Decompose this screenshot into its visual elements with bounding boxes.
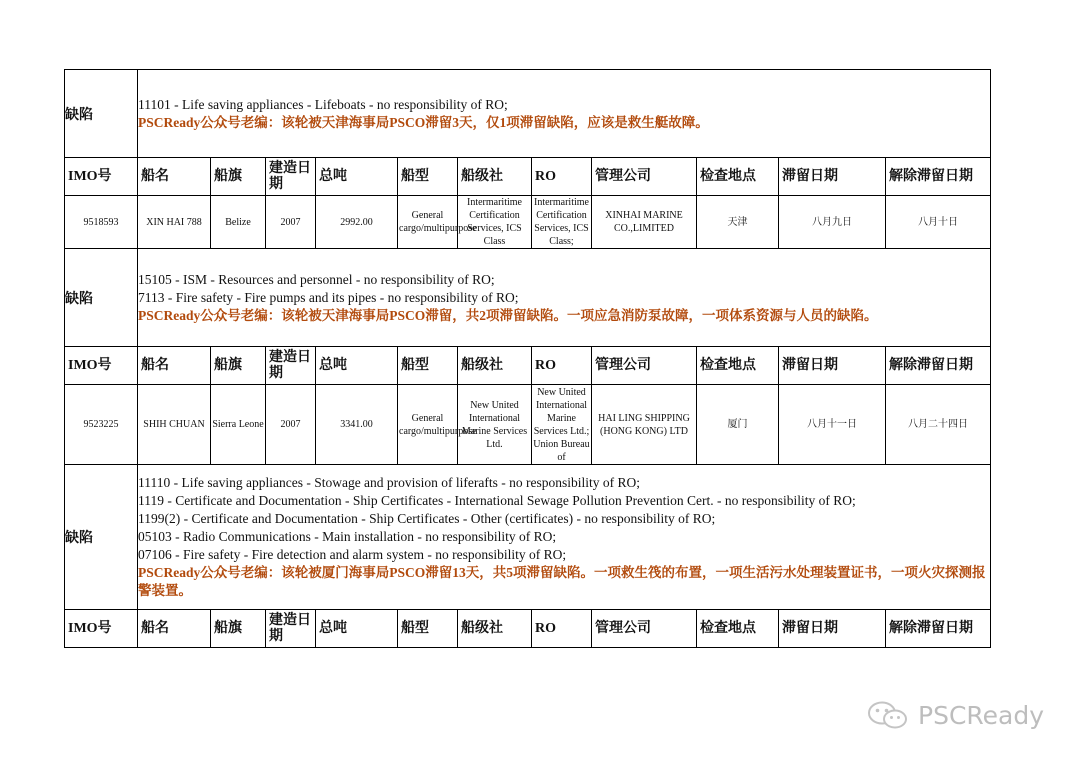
defect-row [65, 70, 991, 158]
header-gt: 总吨 [316, 158, 398, 196]
place-cell: 天津 [697, 196, 779, 249]
header-row [65, 158, 991, 196]
header-flag: 船旗 [211, 610, 266, 648]
header-released: 解除滞留日期 [886, 158, 991, 196]
header-row [65, 610, 991, 648]
header-detained: 滞留日期 [779, 610, 886, 648]
detention-table [64, 69, 991, 648]
ship-row [65, 196, 991, 249]
header-flag: 船旗 [211, 347, 266, 385]
header-company: 管理公司 [592, 347, 697, 385]
company-cell: XINHAI MARINE CO.,LIMITED [592, 196, 697, 249]
defect-item: 7113 - Fire safety - Fire pumps and its pipes - no responsibility of RO; [138, 289, 519, 305]
header-gt: 总吨 [316, 610, 398, 648]
header-ship-name: 船名 [138, 158, 211, 196]
header-released: 解除滞留日期 [886, 347, 991, 385]
header-ship-name: 船名 [138, 610, 211, 648]
defect-label: 缺陷 [65, 465, 138, 610]
defect-item: 11110 - Life saving appliances - Stowage and provision of liferafts - no responsibility of RO; [138, 475, 641, 490]
defect-item: 1119 - Certificate and Documentation - Ship Certificates - International Sewage Pollution Prevention Cert. - no responsibility of RO; [138, 493, 856, 508]
defect-item: 05103 - Radio Communications - Main installation - no responsibility of RO; [138, 529, 557, 544]
imo-cell: 9518593 [65, 196, 138, 249]
editor-note: PSCReady公众号老编：该轮被天津海事局PSCO滞留，共2项滞留缺陷。一项应急消防泵故障，一项体系资源与人员的缺陷。 [138, 307, 878, 323]
defect-item: 1199(2) - Certificate and Documentation - Ship Certificates - Other (certificates) - no responsibility of RO; [138, 511, 716, 526]
gt-cell: 3341.00 [316, 385, 398, 465]
class-cell: New United International Marine Services Ltd. [458, 385, 532, 465]
gt-cell: 2992.00 [316, 196, 398, 249]
place-cell: 厦门 [697, 385, 779, 465]
released-cell: 八月二十四日 [886, 385, 991, 465]
class-cell: Intermaritime Certification Services, ICS Class [458, 196, 532, 249]
defect-cell [138, 249, 991, 347]
header-class: 船级社 [458, 347, 532, 385]
header-released: 解除滞留日期 [886, 610, 991, 648]
defect-item: 15105 - ISM - Resources and personnel - no responsibility of RO; [138, 271, 495, 287]
ship-row [65, 385, 991, 465]
flag-cell: Belize [211, 196, 266, 249]
header-build-date: 建造日期 [266, 610, 316, 648]
header-detained: 滞留日期 [779, 347, 886, 385]
defect-row [65, 249, 991, 347]
ro-cell: New United International Marine Services Ltd.; Union Bureau of [533, 386, 590, 463]
defect-label: 缺陷 [65, 70, 138, 158]
watermark-text: PSCReady [918, 700, 1045, 730]
header-ship-type: 船型 [398, 347, 458, 385]
watermark [866, 700, 1044, 730]
header-imo: IMO号 [65, 347, 138, 385]
header-gt: 总吨 [316, 347, 398, 385]
header-place: 检查地点 [697, 610, 779, 648]
header-company: 管理公司 [592, 610, 697, 648]
header-place: 检查地点 [697, 158, 779, 196]
header-ship-type: 船型 [398, 610, 458, 648]
defect-cell [138, 70, 991, 158]
ro-cell: Intermaritime Certification Services, ICS Class; [532, 196, 592, 249]
header-place: 检查地点 [697, 347, 779, 385]
defect-item: 07106 - Fire safety - Fire detection and alarm system - no responsibility of RO; [138, 547, 567, 562]
built-cell: 2007 [266, 385, 316, 465]
header-build-date: 建造日期 [266, 158, 316, 196]
ship-name-cell: XIN HAI 788 [138, 196, 211, 249]
header-company: 管理公司 [592, 158, 697, 196]
type-cell: General cargo/multipurpose [398, 196, 458, 249]
editor-note: PSCReady公众号老编：该轮被天津海事局PSCO滞留3天，仅1项滞留缺陷，应该是救生艇故障。 [138, 114, 709, 130]
defect-item: 11101 - Life saving appliances - Lifeboats - no responsibility of RO; [138, 96, 508, 112]
ship-name-cell: SHIH CHUAN [138, 385, 211, 465]
header-row [65, 347, 991, 385]
wechat-icon [866, 700, 910, 730]
built-cell: 2007 [266, 196, 316, 249]
imo-cell: 9523225 [65, 385, 138, 465]
header-ro: RO [532, 610, 592, 648]
header-imo: IMO号 [65, 158, 138, 196]
type-cell: General cargo/multipurpose [398, 385, 458, 465]
company-cell: HAI LING SHIPPING (HONG KONG) LTD [592, 385, 697, 465]
header-ro: RO [532, 158, 592, 196]
defect-label: 缺陷 [65, 249, 138, 347]
defect-row [65, 465, 991, 610]
header-flag: 船旗 [211, 158, 266, 196]
flag-cell: Sierra Leone [211, 385, 266, 465]
header-ship-type: 船型 [398, 158, 458, 196]
editor-note: PSCReady公众号老编：该轮被厦门海事局PSCO滞留13天，共5项滞留缺陷。一项救生筏的布置，一项生活污水处理装置证书，一项火灾探测报警装置。 [138, 565, 986, 598]
header-class: 船级社 [458, 158, 532, 196]
released-cell: 八月十日 [886, 196, 991, 249]
header-imo: IMO号 [65, 610, 138, 648]
header-detained: 滞留日期 [779, 158, 886, 196]
header-ship-name: 船名 [138, 347, 211, 385]
header-build-date: 建造日期 [266, 347, 316, 385]
defect-cell [138, 465, 991, 610]
header-ro: RO [532, 347, 592, 385]
header-class: 船级社 [458, 610, 532, 648]
detained-cell: 八月九日 [779, 196, 886, 249]
detained-cell: 八月十一日 [779, 385, 886, 465]
